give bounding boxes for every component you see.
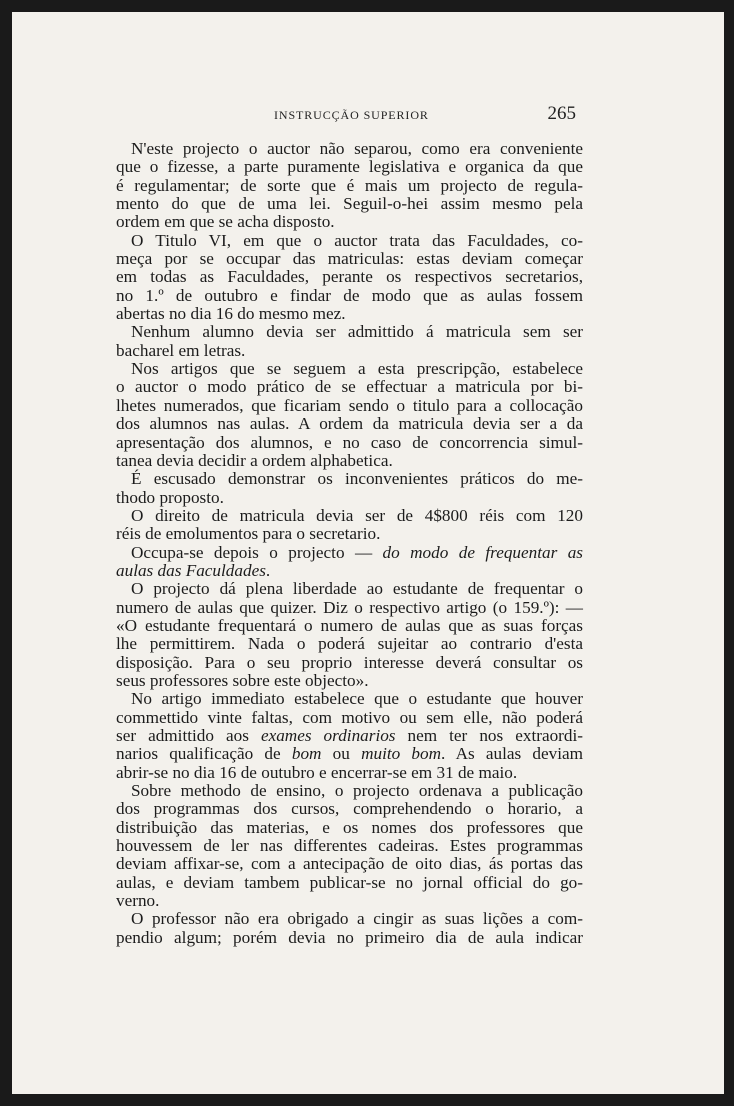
text-line: lhe permittirem. Nada o poderá sujeitar ao contrario d'esta: [116, 634, 583, 654]
text-line: bacharel em letras.: [116, 340, 246, 360]
body-text: [116, 140, 583, 947]
text-line: mento do que de uma lei. Seguil-o-hei assim mesmo pela: [116, 194, 583, 214]
text-line: O professor não era obrigado a cingir as suas lições a com-: [131, 909, 583, 929]
text-line: abertas no dia 16 do mesmo mez.: [116, 304, 346, 324]
text-line: meça por se occupar das matriculas: estas deviam começar: [116, 249, 583, 269]
text-line: aulas, e deviam tambem publicar-se no jornal official do go-: [116, 872, 583, 892]
text-line: deviam affixar-se, com a antecipação de oito dias, ás portas das: [116, 854, 583, 874]
text-line: houvessem de ler nas differentes cadeiras. Estes programmas: [116, 836, 583, 856]
text-line: réis de emolumentos para o secretario.: [116, 524, 381, 544]
text-line: O Titulo VI, em que o auctor trata das Faculdades, co-: [131, 230, 583, 250]
running-head: INSTRUCÇÃO SUPERIOR: [274, 108, 429, 122]
text-line: abrir-se no dia 16 de outubro e encerrar-se em 31 de maio.: [116, 762, 518, 782]
text-line: verno.: [116, 891, 160, 911]
book-page: [12, 12, 724, 1094]
page-number: 265: [547, 103, 576, 124]
text-line: Occupa-se depois o projecto — do modo de frequentar as: [131, 542, 583, 562]
text-line: o auctor o modo prático de se effectuar a matricula por bi-: [116, 377, 583, 397]
text-line: apresentação dos alumnos, e no caso de concorrencia simul-: [116, 432, 583, 452]
text-line: lhetes numerados, que ficariam sendo o titulo para a collocação: [116, 395, 583, 415]
text-line: no 1.º de outubro e findar de modo que as aulas fossem: [116, 285, 583, 305]
text-line: seus professores sobre este objecto».: [116, 670, 369, 690]
text-line: dos alumnos nas aulas. A ordem da matricula devia ser a da: [116, 414, 583, 434]
text-line: thodo proposto.: [116, 487, 224, 507]
text-line: O projecto dá plena liberdade ao estudante de frequentar o: [131, 579, 583, 599]
text-line: ordem em que se acha disposto.: [116, 212, 335, 232]
text-line: Nos artigos que se seguem a esta prescripção, estabelece: [131, 359, 583, 379]
text-line: numero de aulas que quizer. Diz o respectivo artigo (o 159.º): —: [116, 597, 583, 617]
text-line: Nenhum alumno devia ser admittido á matricula sem ser: [131, 322, 583, 342]
text-line: aulas das Faculdades.: [116, 560, 271, 580]
text-line: é regulamentar; de sorte que é mais um projecto de regula-: [116, 175, 583, 195]
text-line: No artigo immediato estabelece que o estudante que houver: [131, 689, 583, 709]
text-line: N'este projecto o auctor não separou, como era conveniente: [131, 139, 583, 158]
page-header: [122, 103, 576, 126]
text-line: «O estudante frequentará o numero de aulas que as suas forças: [116, 615, 583, 635]
text-line: É escusado demonstrar os inconvenientes práticos do me-: [131, 469, 583, 489]
text-line: tanea devia decidir a ordem alphabetica.: [116, 450, 393, 470]
text-line: que o fizesse, a parte puramente legislativa e organica da que: [116, 157, 583, 177]
text-line: em todas as Faculdades, perante os respectivos secretarios,: [116, 267, 583, 287]
text-line: ser admittido aos exames ordinarios nem ter nos extraordi-: [116, 726, 583, 745]
text-line: Sobre methodo de ensino, o projecto ordenava a publicação: [131, 781, 583, 801]
text-line: narios qualificação de bom ou muito bom. As aulas deviam: [116, 744, 584, 764]
text-line: commettido vinte faltas, com motivo ou sem elle, não poderá: [116, 707, 583, 727]
text-line: pendio algum; porém devia no primeiro dia de aula indicar: [116, 927, 583, 947]
text-line: disposição. Para o seu proprio interesse deverá consultar os: [116, 652, 583, 672]
text-line: O direito de matricula devia ser de 4$800 réis com 120: [131, 505, 583, 525]
text-line: distribuição das materias, e os nomes dos professores que: [116, 817, 583, 837]
text-line: dos programmas dos cursos, comprehendendo o horario, a: [116, 799, 583, 819]
